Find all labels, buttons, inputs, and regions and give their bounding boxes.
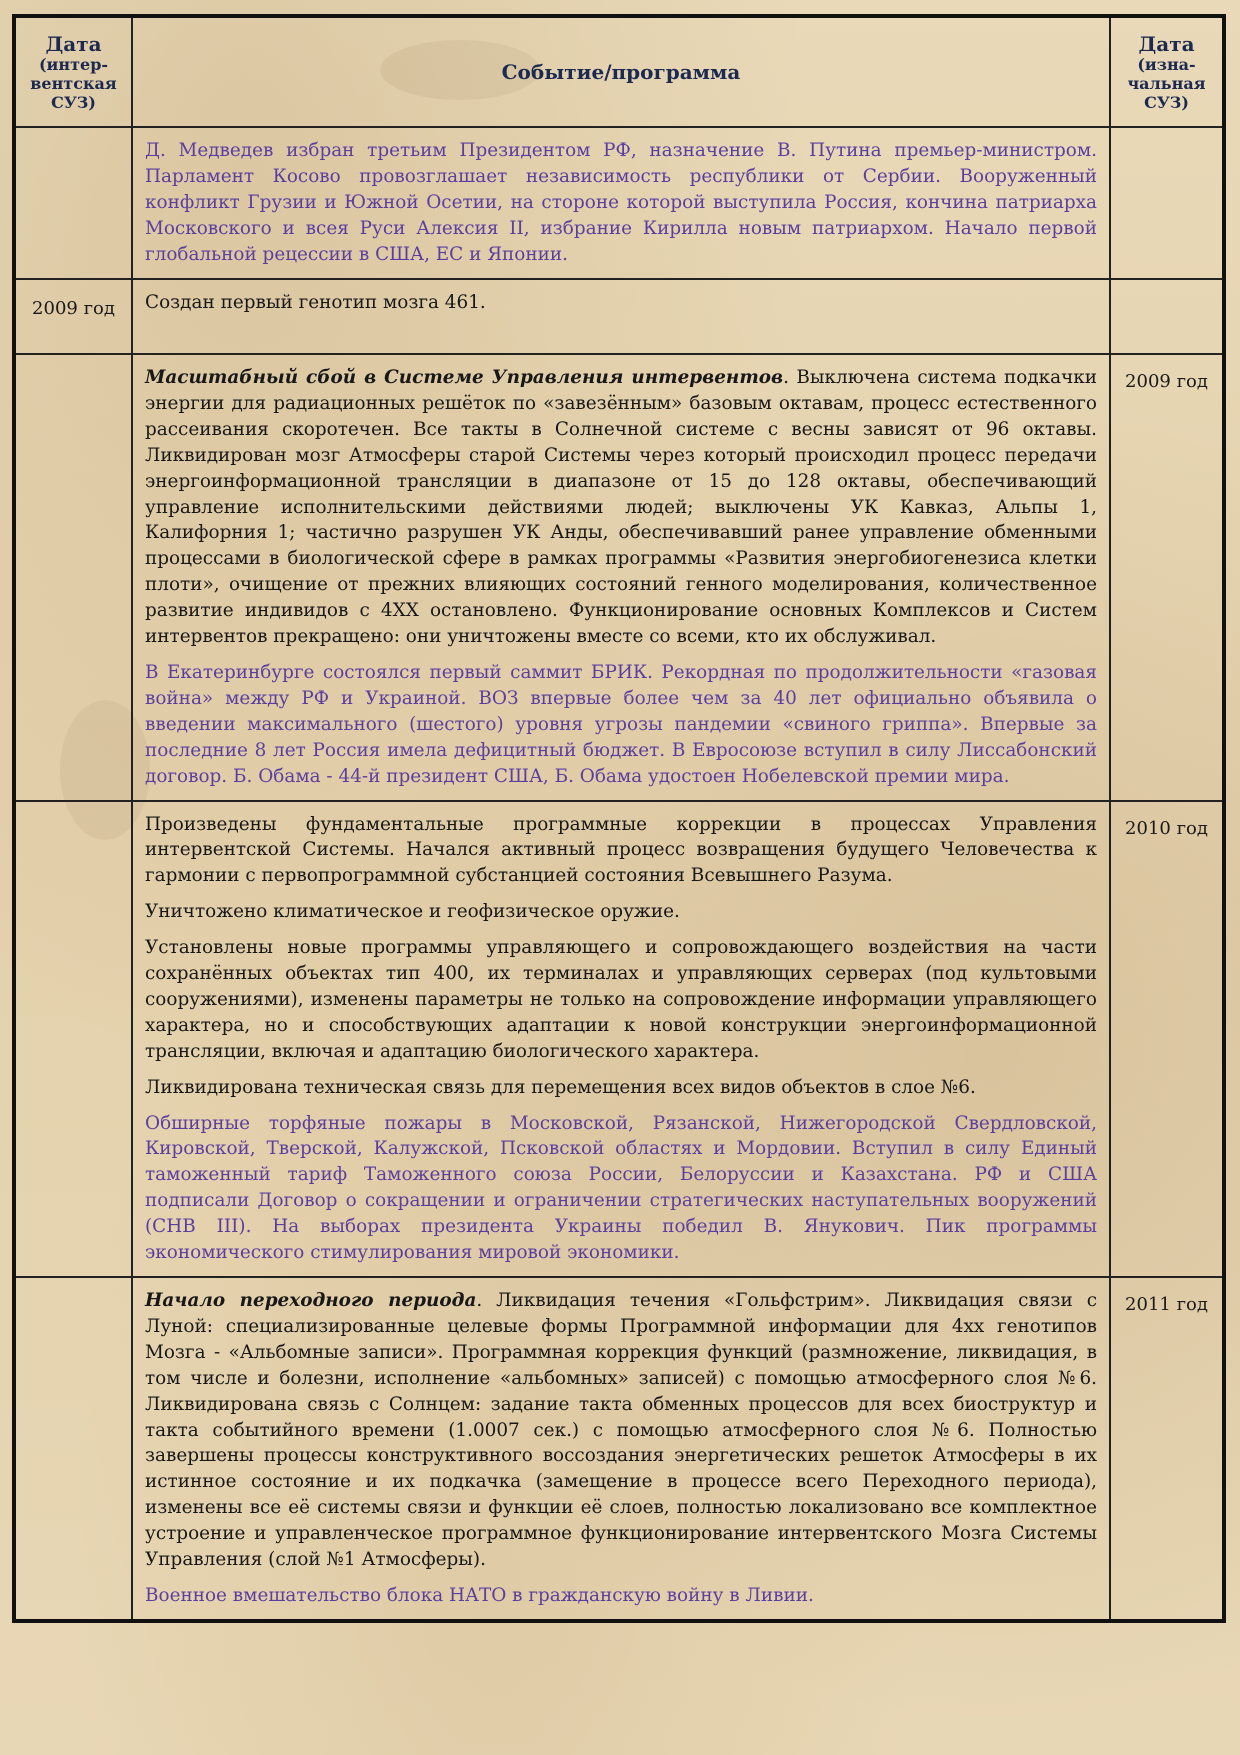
paragraph-text: Военное вмешательство блока НАТО в гражданскую войну в Ливии. <box>145 1584 814 1606</box>
date-intervent-cell <box>14 1277 132 1621</box>
date-original-cell <box>1110 127 1224 279</box>
header-date-original-sub: СУЗ) <box>1144 92 1189 112</box>
paragraph-text: Обширные торфяные пожары в Московской, Рязанской, Нижегородской Свердловской, Кировской, Тверской, Калужской, Псковской областях и Мордовии. Вступил в силу Единый таможенный тариф Таможенного союза России, Белоруссии и Казахстана. РФ и США подписали Договор о сокращении и ограничении стратегических наступательных вооружений (СНВ III). На выборах президента Украины победил В. Янукович. Пик программы экономического стимулирования мировой экономики. <box>145 1112 1097 1264</box>
document-page <box>12 14 1226 1623</box>
table-row <box>14 801 1224 1278</box>
paragraph-text: . Выключена система подкачки энергии для радиационных решёток по «завезённым» базовым октавам, процесс естественного рассеивания скоротечен. Все такты в Солнечной системе с весны зависят от 96 октавы. Ликвидирован мозг Атмосферы старой Системы через который происходил процесс передачи энергоинформационной трансляции в диапазоне от 15 до 128 октавы, обеспечивающий управление исполнительскими действиями людей; выключены УК Кавказ, Альпы 1, Калифорния 1; частично разрушен УК Анды, обеспечивавший ранее управление обменными процессами в биологической сфере в рамках программы «Развития энергобиогенезиса клетки плоти», очищение от прежних влияющих состояний генного моделирования, количественное развитие индивидов с 4ХХ остановлено. Функционирование основных Комплексов и Систем интервентов прекращено: они уничтожены вместе со всеми, кто их обслуживал. <box>145 367 1097 648</box>
header-date-original-sub: чальная <box>1127 73 1206 93</box>
paragraph-text: Произведены фундаментальные программные коррекции в процессах Управления интервентской Системы. Начался активный процесс возвращения будущего Человечества к гармонии с первопрограммной субстанцией состояния Всевышнего Разума. <box>145 813 1097 887</box>
program-paragraph <box>145 290 1097 316</box>
event-cell <box>132 354 1110 801</box>
table-row <box>14 1277 1224 1621</box>
date-original-cell: 2011 год <box>1110 1277 1224 1621</box>
date-intervent-cell <box>14 127 132 279</box>
event-cell <box>132 1277 1110 1621</box>
date-original-cell: 2010 год <box>1110 801 1224 1278</box>
program-paragraph <box>145 1075 1097 1101</box>
paragraph-text: Создан первый генотип мозга 461. <box>145 292 486 313</box>
date-intervent-cell <box>14 801 132 1278</box>
paragraph-text: . Ликвидация течения «Гольфстрим». Ликвидация связи с Луной: специализированные целевые формы Программной информации для 4хх генотипов Мозга - «Альбомные записи». Программная коррекция функций (размножение, ликвидация, в том числе и болезни, исполнение «альбомных» записей) с помощью атмосферного слоя №6. Ликвидирована связь с Солнцем: задание такта обменных процессов для всех биоструктур и такта событийного времени (1.0007 сек.) с помощью атмосферного слоя №6. Полностью завершены процессы конструктивного воссоздания энергетических решеток Атмосферы в их истинное состояние и их подкачка (замещение в процессе всего Переходного периода), изменены все её системы связи и функции её слоев, полностью локализовано все комплектное устроение и управленческое программное функционирование интервентского Мозга Системы Управления (слой №1 Атмосферы). <box>145 1290 1097 1571</box>
lead-heading: Начало переходного периода <box>145 1290 477 1311</box>
paragraph-text: Установлены новые программы управляющего и сопровождающего воздействия на части сохранённых объектах тип 400, их терминалах и управляющих серверах (под культовыми сооружениями), изменены параметры не только на сопровождение информации управляющего характера, но и способствующих адаптации к новой конструкции энергоинформационной трансляции, включая и адаптацию биологического характера. <box>145 937 1097 1062</box>
header-event-program: Событие/программа <box>132 16 1110 127</box>
event-cell <box>132 127 1110 279</box>
world-event-paragraph <box>145 660 1097 790</box>
table-row <box>14 279 1224 354</box>
table-header-row <box>14 16 1224 127</box>
world-event-paragraph <box>145 1583 1097 1609</box>
date-original-cell: 2009 год <box>1110 354 1224 801</box>
program-paragraph <box>145 812 1097 890</box>
header-date-intervent-sub: (интер- <box>38 54 109 74</box>
header-date-intervent-title: Дата <box>45 31 102 56</box>
program-paragraph <box>145 935 1097 1065</box>
date-intervent-cell <box>14 354 132 801</box>
lead-heading: Масштабный сбой в Системе Управления интервентов <box>145 367 784 388</box>
header-date-original-title: Дата <box>1138 31 1195 56</box>
events-timeline-table <box>12 14 1226 1623</box>
paragraph-text: Ликвидирована техническая связь для перемещения всех видов объектов в слое №6. <box>145 1076 976 1098</box>
world-event-paragraph <box>145 138 1097 268</box>
date-original-cell <box>1110 279 1224 354</box>
paragraph-text: В Екатеринбурге состоялся первый саммит БРИК. Рекордная по продолжительности «газовая война» между РФ и Украиной. ВОЗ впервые более чем за 40 лет официально объявила о введении максимального (шестого) уровня угрозы пандемии «свиного гриппа». Впервые за последние 8 лет Россия имела дефицитный бюджет. В Евросоюзе вступил в силу Лиссабонский договор. Б. Обама - 44-й президент США, Б. Обама удостоен Нобелевской премии мира. <box>145 661 1097 787</box>
event-cell <box>132 801 1110 1278</box>
header-date-intervent-sub: вентская <box>30 73 117 93</box>
event-cell <box>132 279 1110 354</box>
header-date-intervent <box>14 16 132 127</box>
world-event-paragraph <box>145 1111 1097 1266</box>
paragraph-text: Уничтожено климатическое и геофизическое оружие. <box>145 901 680 923</box>
program-paragraph <box>145 1288 1097 1573</box>
table-row <box>14 354 1224 801</box>
header-date-original <box>1110 16 1224 127</box>
table-row <box>14 127 1224 279</box>
table-body <box>14 127 1224 1621</box>
paragraph-text: Д. Медведев избран третьим Президентом РФ, назначение В. Путина премьер-министром. Парламент Косово провозглашает независимость республики от Сербии. Вооруженный конфликт Грузии и Южной Осетии, на стороне которой выступила Россия, кончина патриарха Московского и всея Руси Алексия II, избрание Кирилла новым патриархом. Начало первой глобальной рецессии в США, ЕС и Японии. <box>145 140 1097 265</box>
program-paragraph <box>145 365 1097 650</box>
program-paragraph <box>145 899 1097 925</box>
header-date-original-sub: (изна- <box>1137 54 1196 74</box>
header-date-intervent-sub: СУЗ) <box>51 92 96 112</box>
date-intervent-cell: 2009 год <box>14 279 132 354</box>
